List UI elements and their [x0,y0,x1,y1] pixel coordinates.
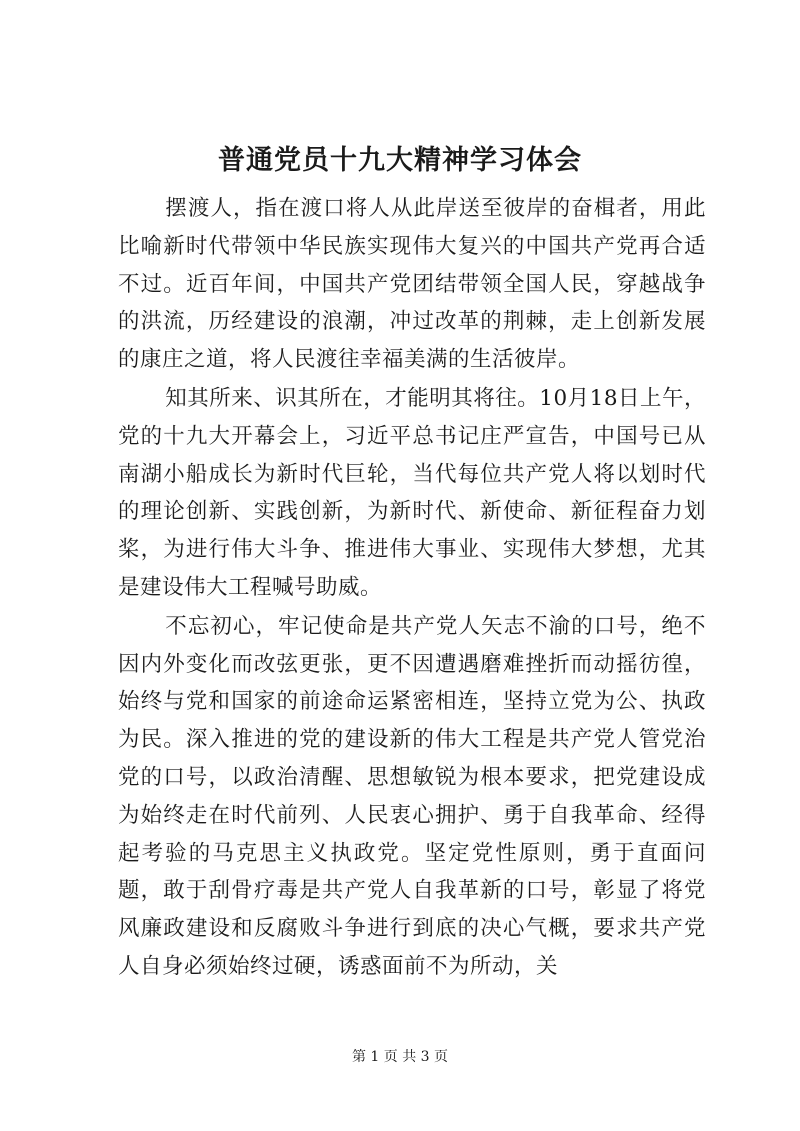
paragraph-3: 不忘初心，牢记使命是共产党人矢志不渝的口号，绝不因内外变化而改弦更张，更不因遭遇磨难挫折而动摇彷徨，始终与党和国家的前途命运紧密相连，坚持立党为公、执政为民。深入推进的党的建设新的伟大工程是共产党人管党治党的口号，以政治清醒、思想敏锐为根本要求，把党建设成为始终走在时代前列、人民衷心拥护、勇于自我革命、经得起考验的马克思主义执政党。坚定党性原则，勇于直面问题，敢于刮骨疗毒是共产党人自我革新的口号，彰显了将党风廉政建设和反腐败斗争进行到底的决心气概，要求共产党人自身必须始终过硬，诱惑面前不为所动，关 [118,613,706,979]
paragraph-2: 知其所来、识其所在，才能明其将往。10月18日上午，党的十九大开幕会上，习近平总书记庄严宣告，中国号已从南湖小船成长为新时代巨轮，当代每位共产党人将以划时代的理论创新、实践创新，为新时代、新使命、新征程奋力划桨，为进行伟大斗争、推进伟大事业、实现伟大梦想，尤其是建设伟大工程喊号助威。 [118,385,707,600]
page-title: 普通党员十九大精神学习体会 [218,145,582,176]
page-footer: 第 1 页 共 3 页 [351,1049,449,1065]
paragraph-1: 摆渡人，指在渡口将人从此岸送至彼岸的奋楫者，用此比喻新时代带领中华民族实现伟大复兴的中国共产党再合适不过。近百年间，中国共产党团结带领全国人民，穿越战争的洪流，历经建设的浪潮，冲过改革的荆棘，走上创新发展的康庄之道，将人民渡往幸福美满的生活彼岸。 [118,196,706,373]
document-body [118,190,706,986]
